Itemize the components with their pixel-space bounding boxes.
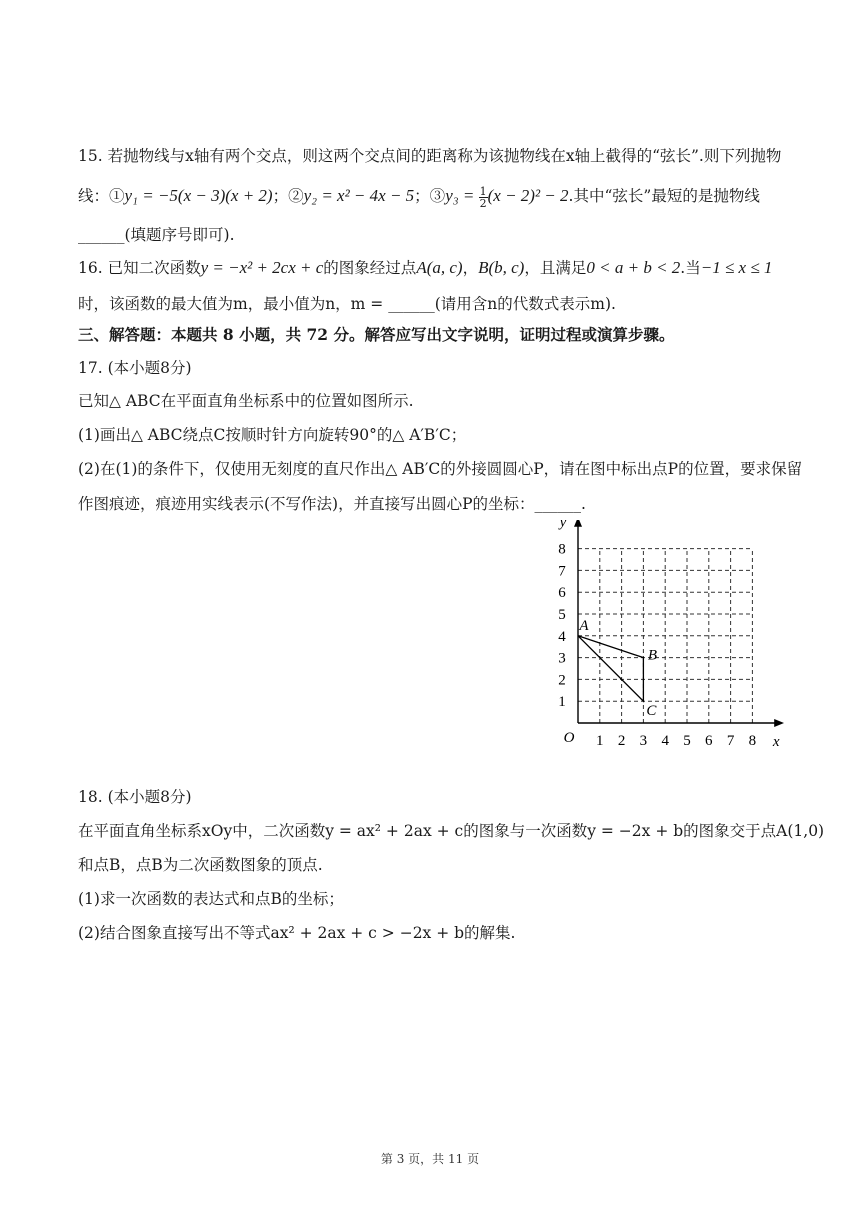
y-tick-label: 8 bbox=[558, 541, 566, 558]
q16-point-b: B(b, c) bbox=[478, 258, 525, 277]
q17-line-4: 作图痕迹，痕迹用实线表示(不写作法)，并直接写出圆心P的坐标：______. bbox=[78, 495, 586, 513]
y-tick-label: 5 bbox=[558, 607, 566, 623]
triangle-abc-outline bbox=[578, 636, 643, 701]
q16-text-a: 16. 已知二次函数 bbox=[78, 259, 201, 277]
q15-line-2 bbox=[78, 185, 790, 209]
point-label-b: B bbox=[647, 647, 657, 664]
coordinate-grid-figure bbox=[548, 520, 788, 756]
x-tick-label: 6 bbox=[705, 733, 713, 749]
y-tick-label: 6 bbox=[558, 585, 566, 602]
q15-fraction-numerator: 1 bbox=[479, 184, 487, 198]
y-tick-label: 7 bbox=[558, 563, 566, 580]
q18-line-1: 在平面直角坐标系xOy中，二次函数y = ax² + 2ax + c的图象与一次函数y = −2x + b的图象交于点A(1,0) bbox=[78, 822, 825, 840]
y-tick-label: 2 bbox=[558, 672, 566, 689]
x-tick-label: 7 bbox=[726, 733, 735, 749]
x-tick-label: 2 bbox=[617, 733, 626, 749]
grid-lines bbox=[578, 549, 752, 723]
q18-title: 18. (本小题8分) bbox=[78, 788, 192, 806]
point-label-a: A bbox=[579, 617, 589, 634]
q15-fraction bbox=[479, 186, 488, 209]
q18-line-3: (1)求一次函数的表达式和点B的坐标； bbox=[78, 890, 344, 908]
q17-line-1: 已知△ ABC在平面直角坐标系中的位置如图所示. bbox=[78, 392, 414, 410]
q17-title: 17. (本小题8分) bbox=[78, 359, 192, 377]
q16-text-e: .当 bbox=[680, 259, 701, 277]
q15-line-2-prefix: 线：① bbox=[78, 187, 125, 205]
q15-line-1: 15. 若抛物线与x轴有两个交点，则这两个交点间的距离称为该抛物线在x轴上截得的“弦长”.则下列抛物 bbox=[78, 147, 782, 165]
y-tick-label: 1 bbox=[558, 694, 566, 711]
y-tick-label: 3 bbox=[558, 650, 566, 667]
y-axis-label: y bbox=[559, 520, 567, 531]
q15-fraction-denominator: 2 bbox=[479, 196, 487, 210]
x-tick-label: 3 bbox=[639, 733, 648, 749]
q15-line-3: ______(填题序号即可). bbox=[78, 226, 235, 244]
y-axis-arrow bbox=[574, 520, 582, 527]
q16-text-b: 的图象经过点 bbox=[323, 259, 417, 277]
q17-line-3: (2)在(1)的条件下，仅使用无刻度的直尺作出△ AB′C的外接圆圆心P，请在图中标出点P的位置，要求保留 bbox=[78, 460, 803, 478]
q16-line-1 bbox=[78, 257, 790, 279]
q15-sep-2: ；② bbox=[272, 187, 304, 205]
x-tick-label: 8 bbox=[748, 733, 757, 749]
x-axis-arrow bbox=[774, 719, 784, 727]
q16-text-c: ， bbox=[462, 259, 479, 277]
page-footer: 第 3 页，共 11 页 bbox=[380, 1152, 480, 1166]
q15-sep-3: ；③ bbox=[414, 187, 446, 205]
q16-line-2: 时，该函数的最大值为m，最小值为n，m = ______(请用含n的代数式表示m). bbox=[78, 295, 616, 313]
q15-function-3-rhs: (x − 2)² − 2 bbox=[487, 186, 569, 205]
q15-line-2-suffix: .其中“弦长”最短的是抛物线 bbox=[568, 187, 760, 205]
q16-inequality: 0 < a + b < 2 bbox=[586, 258, 681, 277]
x-tick-label: 1 bbox=[596, 733, 604, 749]
q17-line-2: (1)画出△ ABC绕点C按顺时针方向旋转90°的△ A′B′C； bbox=[78, 426, 467, 444]
q16-point-a: A(a, c) bbox=[416, 258, 463, 277]
x-axis-label: x bbox=[772, 734, 780, 750]
y-tick-label: 4 bbox=[558, 628, 566, 645]
origin-label: O bbox=[563, 730, 575, 746]
q16-function: y = −x² + 2cx + c bbox=[200, 258, 324, 277]
section-3-heading: 三、解答题：本题共 8 小题，共 72 分。解答应写出文字说明，证明过程或演算步骤。 bbox=[78, 325, 675, 344]
q18-line-2: 和点B，点B为二次函数图象的顶点. bbox=[78, 856, 323, 874]
tick-labels bbox=[558, 520, 780, 750]
q15-function-3-lhs: y₃ = bbox=[445, 186, 479, 205]
q16-range: −1 ≤ x ≤ 1 bbox=[700, 258, 773, 277]
q16-text-d: ，且满足 bbox=[524, 259, 587, 277]
triangle-abc bbox=[578, 618, 657, 719]
q15-function-2: y₂ = x² − 4x − 5 bbox=[303, 186, 415, 205]
point-label-c: C bbox=[646, 703, 657, 720]
x-tick-label: 4 bbox=[661, 733, 669, 749]
q15-function-1: y₁ = −5(x − 3)(x + 2) bbox=[124, 186, 273, 205]
x-tick-label: 5 bbox=[683, 733, 691, 749]
q18-line-4: (2)结合图象直接写出不等式ax² + 2ax + c > −2x + b的解集. bbox=[78, 924, 516, 942]
